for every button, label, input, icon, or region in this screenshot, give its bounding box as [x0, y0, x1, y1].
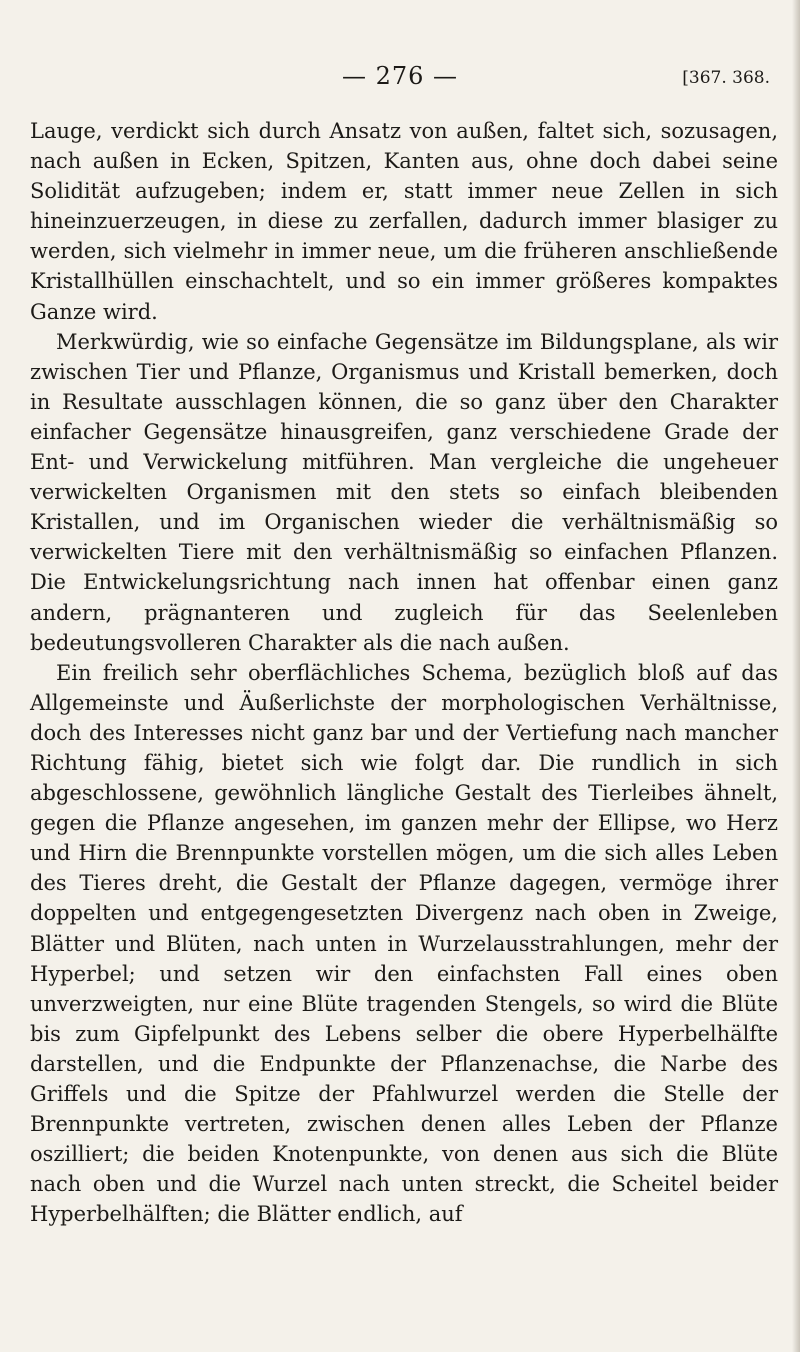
page-number: — 276 — [341, 62, 459, 90]
page-edge-shadow [792, 0, 800, 1352]
paragraph: Ein freilich sehr oberflächliches Schema, bezüglich bloß auf das Allgemeinste und Äußerlichste der morphologischen Verhältnisse, doch des Interesses nicht ganz bar und der Vertiefung nach mancher Richtung fähig, bietet sich wie folgt dar. Die rundlich in sich abgeschlossene, gewöhnlich längliche Gestalt des Tierleibes ähnelt, gegen die Pflanze angesehen, im ganzen mehr der Ellipse, wo Herz und Hirn die Brennpunkte vorstellen mögen, um die sich alles Leben des Tieres dreht, die Gestalt der Pflanze dagegen, vermöge ihrer doppelten und entgegengesetzten Divergenz nach oben in Zweige, Blätter und Blüten, nach unten in Wurzelausstrahlungen, mehr der Hyperbel; und setzen wir den einfachsten Fall eines oben unverzweigten, nur eine Blüte tragenden Stengels, so wird die Blüte bis zum Gipfelpunkt des Lebens selber die obere Hyperbelhälfte darstellen, und die Endpunkte der Pflanzenachse, die Narbe des Griffels und die Spitze der Pfahlwurzel werden die Stelle der Brennpunkte vertreten, zwischen denen alles Leben der Pflanze oszilliert; die beiden Knotenpunkte, von denen aus sich die Blüte nach oben und die Wurzel nach unten streckt, die Scheitel beider Hyperbelhälften; die Blätter endlich, auf [30, 660, 778, 1227]
body-text [30, 116, 778, 1229]
page-reference: [367. 368. [682, 68, 770, 88]
paragraph-continuation: Lauge, verdickt sich durch Ansatz von außen, faltet sich, sozusagen, nach außen in Ecken, Spitzen, Kanten aus, ohne doch dabei seine Solidität aufzugeben; indem er, statt immer neue Zellen in sich hineinzuerzeugen, in diese zu zerfallen, dadurch immer blasiger zu werden, sich vielmehr in immer neue, um die früheren anschließende Kristallhüllen einschachtelt, und so ein immer größeres kompaktes Ganze wird. [30, 119, 778, 324]
paragraph: Merkwürdig, wie so einfache Gegensätze im Bildungsplane, als wir zwischen Tier und Pflanze, Organismus und Kristall bemerken, doch in Resultate ausschlagen können, die so ganz über den Charakter einfacher Gegensätze hinausgreifen, ganz verschiedene Grade der Ent- und Verwickelung mitführen. Man vergleiche die ungeheuer verwickelten Organismen mit den stets so einfach bleibenden Kristallen, und im Organischen wieder die verhältnismäßig so verwickelten Tiere mit den verhältnismäßig so einfachen Pflanzen. Die Entwickelungsrichtung nach innen hat offenbar einen ganz andern, prägnanteren und zugleich für das Seelenleben bedeutungsvolleren Charakter als die nach außen. [30, 329, 778, 655]
page-header [0, 62, 800, 102]
